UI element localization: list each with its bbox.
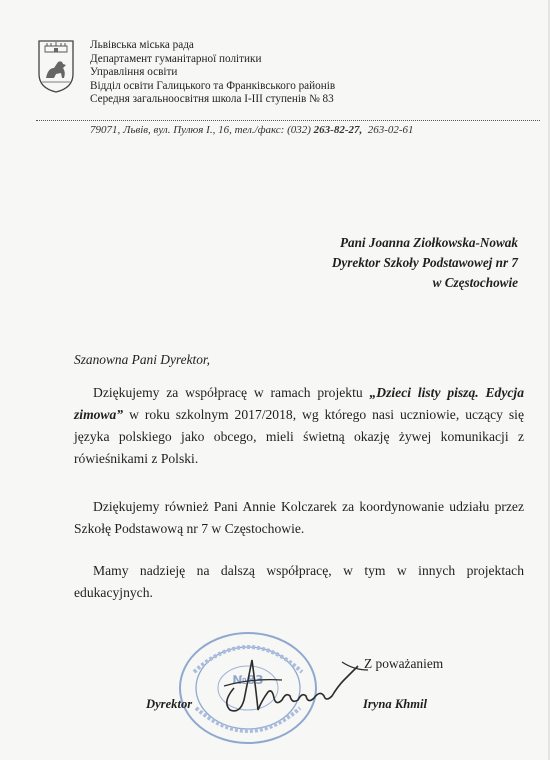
letterhead-line: Відділ освіти Галицького та Франківського районів	[90, 79, 336, 92]
paragraph-text: w roku szkolnym 2017/2018, wg którego nasi uczniowie, uczący się języka polskiego jako obcego, mieli świetną okazję żywej komunikacji z rówieśnikami z Polski.	[74, 407, 524, 466]
phone-secondary: 263-02-61	[367, 124, 414, 136]
paragraph-thanks-project	[74, 382, 524, 470]
paragraph-text: Dziękujemy również Pani Annie Kolczarek za koordynowanie udziału przez Szkołę Podstawową nr 7 w Częstochowie.	[74, 499, 524, 536]
signer-name: Iryna Khmil	[363, 697, 428, 711]
address-text: 79071, Львів, вул. Пулюя І., 16, тел./факс: (032)	[90, 124, 314, 136]
addressee-block	[332, 233, 518, 293]
paragraph-thanks-coordinator	[74, 496, 524, 540]
project-title: „Dzieci listy piszą. Edycja zimowa”	[74, 385, 524, 422]
paragraph-text: Mamy nadzieję na dalszą współpracę, w tym w innych projektach edukacyjnych.	[74, 563, 524, 600]
letterhead-line: Львівська міська рада	[90, 39, 194, 51]
school-address	[90, 124, 414, 136]
salutation: Szanowna Pani Dyrektor,	[74, 352, 211, 367]
letterhead-line: Управління освіти	[90, 66, 178, 79]
lviv-coat-of-arms-icon	[36, 38, 76, 94]
addressee-position: Dyrektor Szkoły Podstawowej nr 7	[331, 255, 518, 270]
stamp-number: №83	[232, 673, 264, 687]
letterhead-line: Департамент гуманітарної політики	[90, 52, 262, 65]
letterhead-divider	[36, 120, 540, 121]
addressee-name: Pani Joanna Ziołkowska-Nowak	[339, 235, 518, 250]
paragraph-future-cooperation	[74, 560, 524, 604]
phone-primary: 263-82-27,	[313, 124, 363, 136]
addressee-location: w Częstochowie	[432, 275, 518, 290]
closing-phrase: Z poważaniem	[364, 656, 444, 671]
letterhead-institution	[90, 39, 335, 107]
handwritten-signature	[212, 640, 377, 725]
letterhead-line: Середня загальноосвітня школа І-ІІІ ступенів № 83	[90, 93, 334, 106]
director-label: Dyrektor	[146, 697, 193, 711]
paragraph-text: Dziękujemy za współpracę w ramach projektu	[93, 385, 370, 400]
